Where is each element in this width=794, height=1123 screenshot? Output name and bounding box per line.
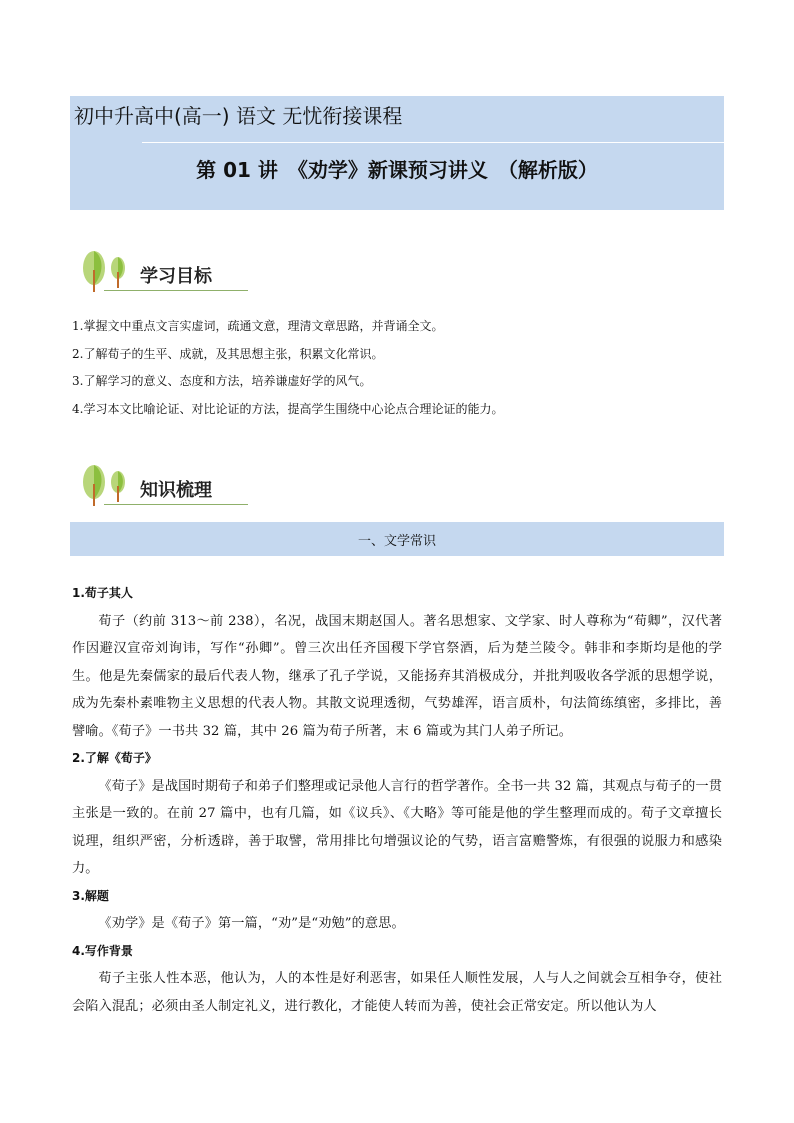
goals-heading-text: 学习目标 — [140, 266, 212, 287]
tree-icon — [78, 248, 134, 296]
lecture-title: 第 01 讲 《劝学》新课预习讲义 （解析版） — [196, 158, 598, 182]
course-title: 初中升高中(高一) 语文 无忧衔接课程 — [74, 104, 403, 128]
header-divider — [142, 142, 724, 143]
heading-underline — [104, 504, 248, 505]
knowledge-content — [72, 580, 722, 1020]
subsection-title: 1.荀子其人 — [72, 586, 133, 600]
knowledge-heading — [78, 462, 258, 510]
heading-underline — [104, 290, 248, 291]
subsection-title: 2.了解《荀子》 — [72, 751, 157, 765]
goal-item: 3.了解学习的意义、态度和方法，培养谦虚好学的风气。 — [72, 374, 372, 388]
subsection-title: 3.解题 — [72, 888, 109, 903]
goals-list — [72, 313, 722, 423]
section-band — [70, 522, 724, 556]
paragraph: 《劝学》是《荀子》第一篇，“劝”是“劝勉”的意思。 — [98, 916, 405, 931]
header-banner — [70, 96, 724, 210]
subsection-title: 4.写作背景 — [72, 943, 133, 958]
paragraph: 荀子（约前 313～前 238），名况，战国末期赵国人。著名思想家、文学家、时人尊称为“荀卿”，汉代著作因避汉宣帝刘询讳，写作“孙卿”。曾三次出任齐国稷下学官祭酒，后为楚兰陵令。韩非和李斯均是他的学生。他是先秦儒家的最后代表人物，继承了孔子学说，又能扬弃其消极成分，并批判吸收各学派的思想学说，成为先秦朴素唯物主义思想的代表人物。其散文说理透彻，气势雄浑，语言质朴，句法简练缜密，多排比，善譬喻。《荀子》一书共 32 篇，其中 26 篇为荀子所著，末 6 篇或为其门人弟子所记。 — [72, 613, 722, 739]
goals-heading — [78, 248, 258, 296]
paragraph: 《荀子》是战国时期荀子和弟子们整理或记录他人言行的哲学著作。全书一共 32 篇，其观点与荀子的一贯主张是一致的。在前 27 篇中，也有几篇，如《议兵》、《大略》等可能是他的学生整理而成的。荀子文章擅长说理，组织严密，分析透辟，善于取譬，常用排比句增强议论的气势，语言富赡警炼，有很强的说服力和感染力。 — [72, 778, 722, 876]
section-band-label: 一、文学常识 — [357, 534, 436, 549]
tree-icon — [78, 462, 134, 510]
goal-item: 1.掌握文中重点文言实虚词，疏通文意，理清文章思路，并背诵全文。 — [72, 319, 444, 333]
goal-item: 4.学习本文比喻论证、对比论证的方法，提高学生围绕中心论点合理论证的能力。 — [72, 401, 504, 416]
goal-item: 2.了解荀子的生平、成就，及其思想主张，积累文化常识。 — [72, 346, 384, 361]
paragraph: 荀子主张人性本恶，他认为，人的本性是好利恶害，如果任人顺性发展，人与人之间就会互相争夺，使社会陷入混乱；必须由圣人制定礼义，进行教化，才能使人转而为善，使社会正常安定。所以他认为人 — [72, 971, 722, 1014]
knowledge-heading-text: 知识梳理 — [140, 480, 212, 501]
